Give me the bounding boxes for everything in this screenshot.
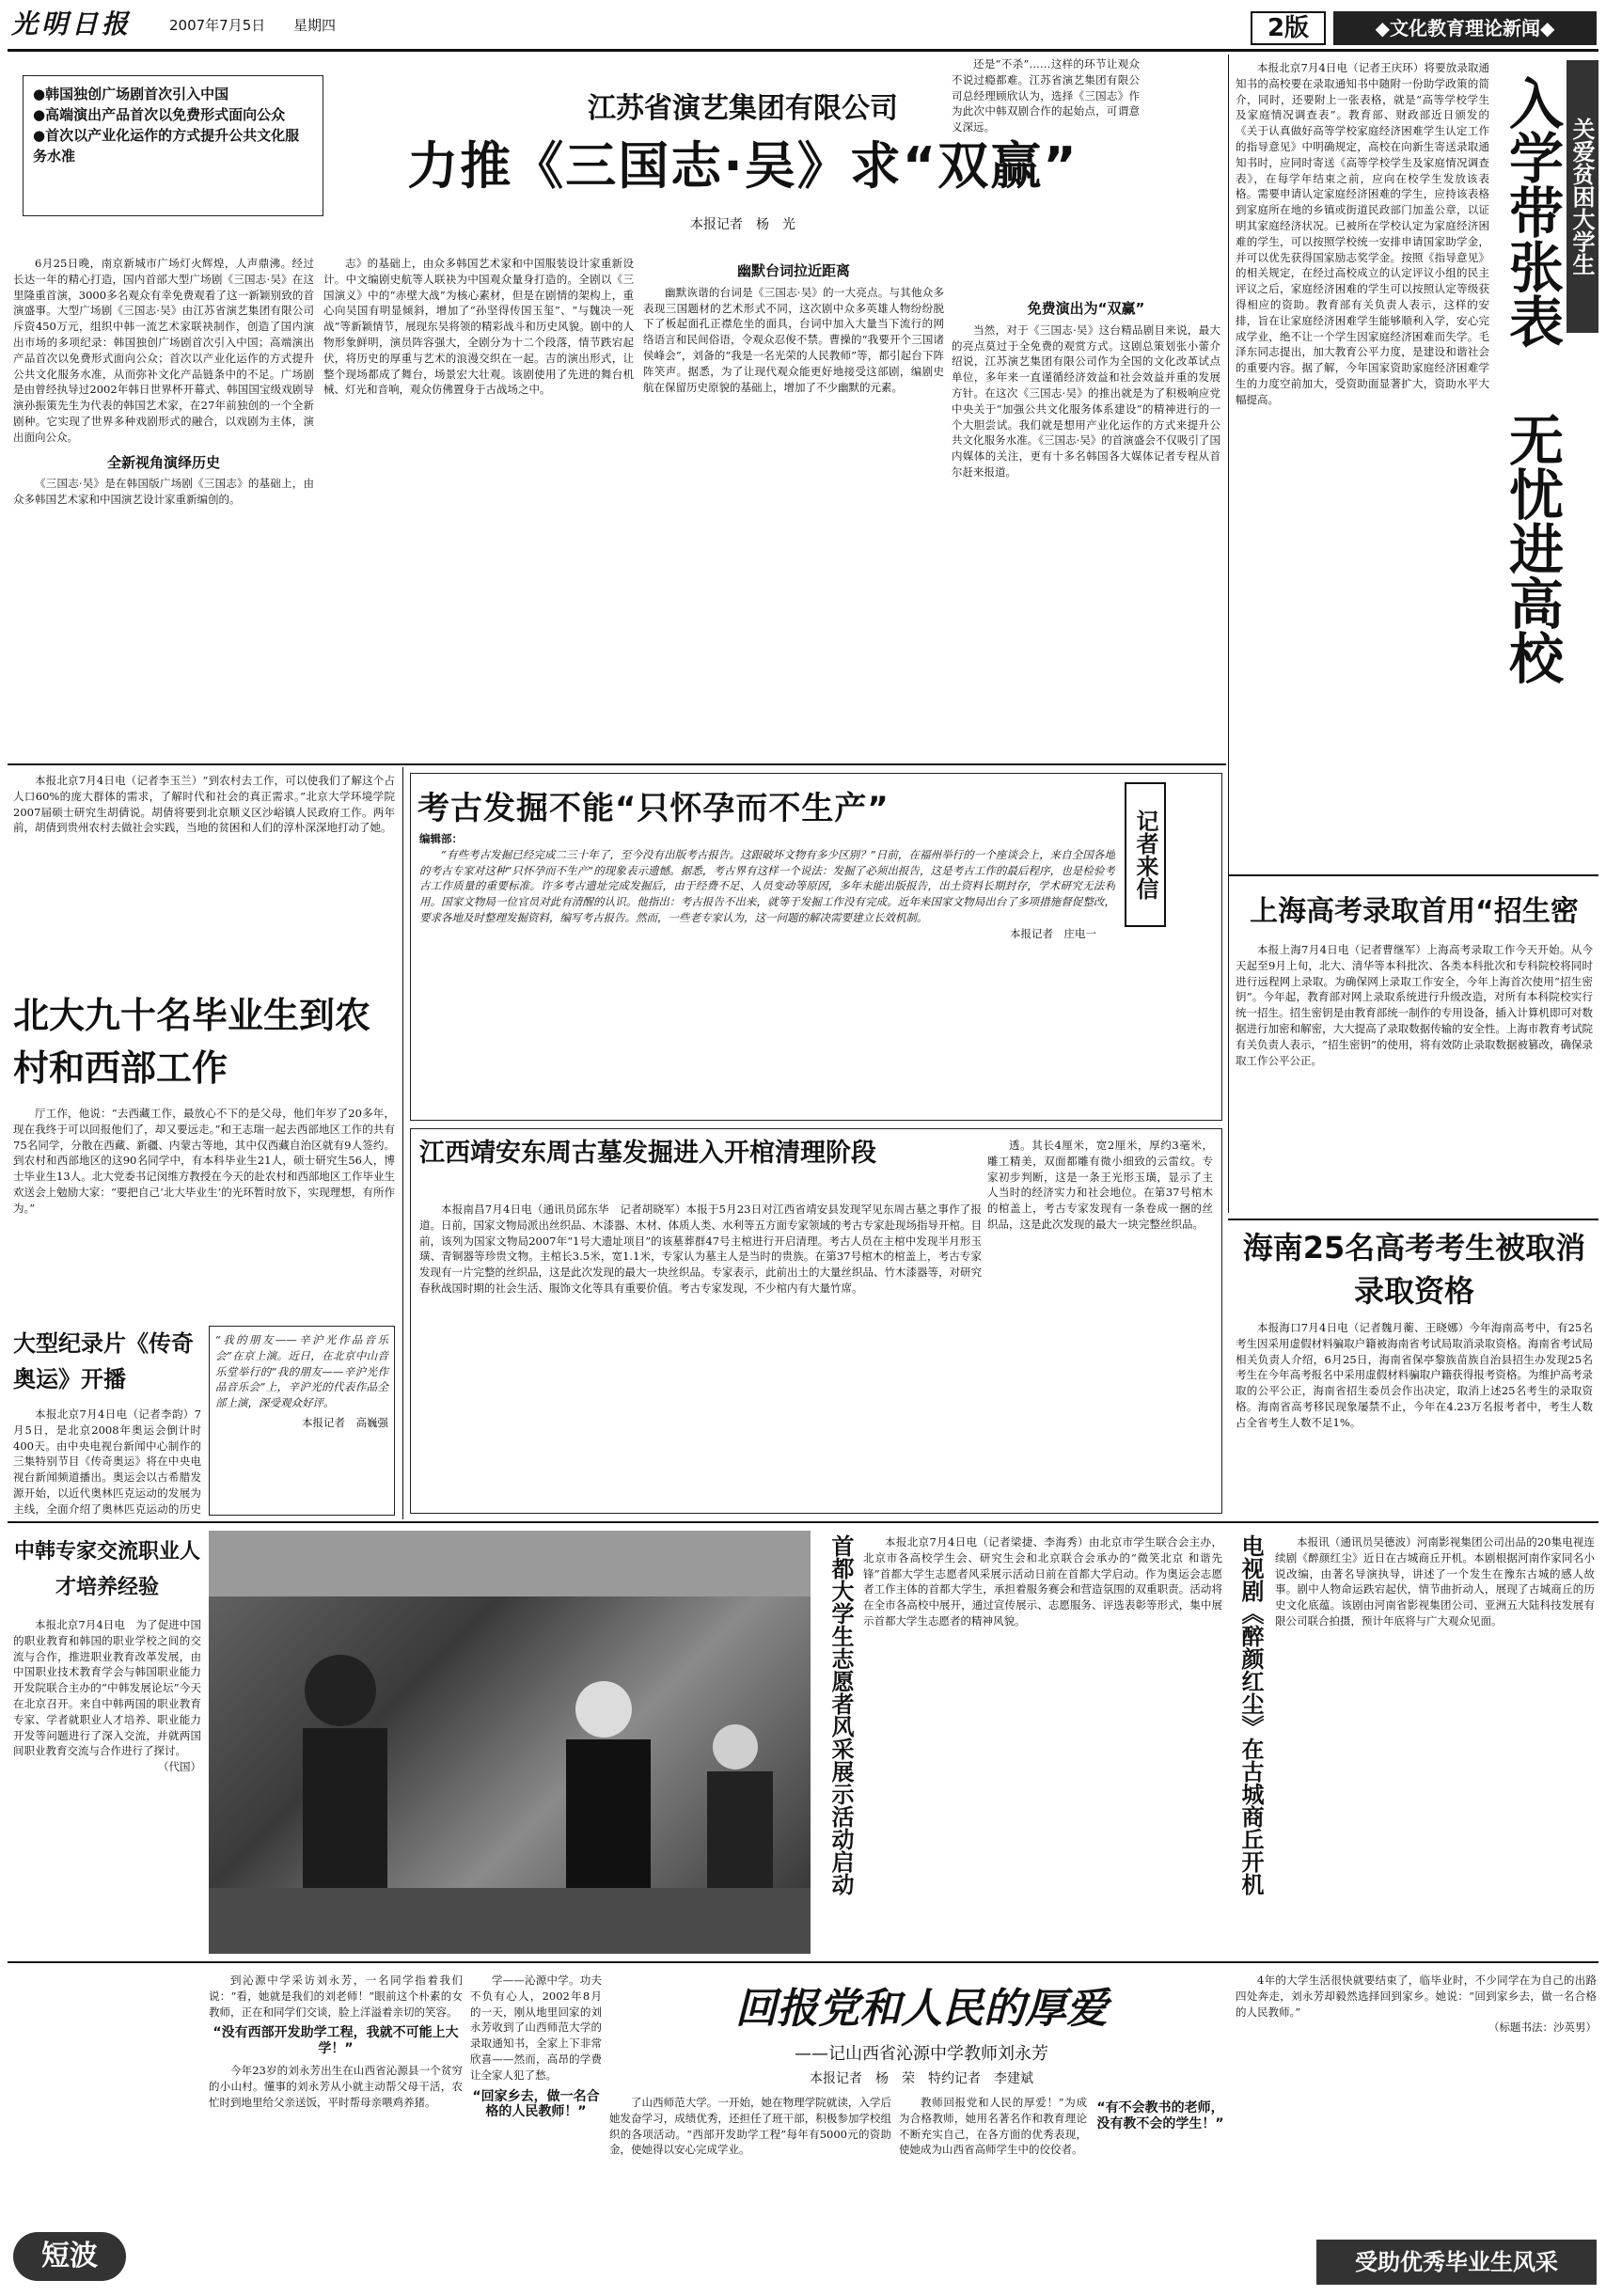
paragraph: 学——沁源中学。功夫不负有心人，2002年8月的一天，刚从地里回家的刘永芳收到了山西师范大学的录取通知书，全家上下非常欣喜——然而，高昂的学费让全家人犯了愁。 <box>470 1974 602 2082</box>
byline: 本报记者 杨 光 <box>690 217 795 232</box>
paragraph: 幽默诙谐的台词是《三国志·吴》的一大亮点。与其他众多表现三国题材的艺术形式不同，这次剧中众多英雄人物纷纷脱下了板起面孔正襟危坐的面具，台词中加入大量当下流行的网络语言和民间俗语，令观众忍俊不禁。曹操的“我要开个三国诸侯峰会”，刘备的“我是一名光荣的人民教师”等，都引起台下阵阵笑声。据悉，为了让现代观众能更好地接受这部剧，编剧史航在保留历史原貌的基础上，增加了不少幽默的元素。 <box>643 285 944 394</box>
section-rule <box>8 1521 1598 1523</box>
subheading: 全新视角演绎历史 <box>106 453 220 471</box>
hainan-headline: 海南25名高考考生被取消录取资格 <box>1242 1230 1586 1309</box>
summary-box <box>23 75 323 216</box>
section-rule <box>1228 1219 1598 1220</box>
teacher-byline: 本报记者 杨 荣 特约记者 李建斌 <box>810 2071 1033 2086</box>
teacher-headline: 回报党和人民的厚爱 <box>735 1985 1108 2031</box>
tvdrama-body <box>1275 1534 1595 1954</box>
column-rule <box>1228 55 1229 1213</box>
subheading: “回家乡去，做一名合格的人民教师！” <box>472 2088 600 2120</box>
jingan-col-3 <box>987 1138 1213 1307</box>
paragraph: 4年的大学生活很快就要结束了，临毕业时，不少同学在为自己的出路四处奔走，刘永芳却毅然选择回到家乡。她说：“回到家乡去，做一名合格的人民教师。” <box>1236 1974 1597 2019</box>
shanghai-body <box>1236 942 1593 1219</box>
calligraphy-credit: （标题书法：沙英男） <box>1488 2021 1597 2035</box>
subheading: “有不会教书的老师，没有教不会的学生！” <box>1096 2100 1224 2131</box>
paragraph: 教师回报党和人民的厚爱！”为成为合格教师，她用名著名作和教育理论不断充实自己，在各方面的优秀表现，使她成为山西省高师学生中的佼佼者。 <box>899 2096 1087 2157</box>
paragraph: 志》的基础上，由众多韩国艺术家和中国服装设计家重新设计。中文编剧史航等人联袂为中国观众量身打造的。全剧以《三国演义》中的“赤壁大战”为核心素材，但是在剧情的架构上，重心向吴国有明显倾斜，增加了“孙坚得传国玉玺”、“与魏决一死战”等新颖情节，展现东吴将领的精彩战斗和历史风貌。剧中的人物形象鲜明，演员阵容强大，全剧分为十二个段落，情节跌宕起伏，将历史的厚重与艺术的浪漫交织在一起。吉的演出形式，让整个现场都成了舞台，场景宏大壮观。该剧使用了先进的舞台机械、灯光和音响，观众仿佛置身于古战场之中。 <box>323 257 634 397</box>
section-rule <box>1228 874 1598 876</box>
teacher-col-5 <box>1236 1973 1597 2226</box>
admission-headline: 入学带张表 无忧进高校 <box>1500 75 1564 684</box>
section-banner: ◆文化教育理论新闻◆ <box>1333 11 1597 45</box>
issue-date: 2007年7月5日 <box>169 17 266 34</box>
masthead-rule <box>8 49 1598 52</box>
subheading: 幽默台词拉近距离 <box>736 262 850 279</box>
hainan-body <box>1236 1320 1593 1508</box>
documentary-body <box>13 1407 201 1516</box>
teacher-col-2 <box>470 1973 602 2290</box>
concert-note-box <box>209 1326 395 1516</box>
short-news-label: 短波 <box>13 2232 126 2281</box>
jiangsu-col-4 <box>952 256 1220 756</box>
paragraph: 本报北京7月4日电（记者王庆环）将要放录取通知书的高校要在录取通知书中随附一份助学政策的简介，同时，还要附上一张表格，就是“高等学校学生及家庭情况调查表”。教育部、财政部近日颁发的《关于认真做好高等学校家庭经济困难学生认定工作的指导意见》中明确规定，高校在向新生寄送录取通知书时，应同时寄送《高等学校学生及家庭情况调查表》，在每学年结束之前，应向在校学生发放该表格。需要申请认定家庭经济困难的学生，应持该表格到家庭所在地的乡镇或街道民政部门加盖公章，以证明其家庭经济状况。已被所在学校认定为家庭经济困难的学生，可以按照学校统一安排申请国家助学金，并可以优先获得国家励志奖学金。按照《指导意见》的相关规定，在经过高校成立的认定评议小组的民主评议之后，家庭经济困难的学生可以按照认定等级获得相应的资助。教育部有关负责人表示，这样的安排，旨在让家庭经济困难学生能够顺利入学，安心完成学业，绝不让一个学生因家庭经济困难而失学。毛泽东同志提出，加大教育公平力度，是建设和谐社会的重要内容。据了解，今年国家资助家庭经济困难学生的力度空前加大，受资助面显著扩大，资助水平大幅提高。 <box>1236 61 1489 406</box>
paragraph: 厅工作，他说：“去西藏工作，最放心不下的是父母，他们年岁了20多年，现在我终于可以回报他们了，却又要远走。”和王志瑞一起去西部地区工作的共有75名同学，分散在西藏、新疆、内蒙古等地，其中仅西藏自治区就有9人签约。到农村和西部地区的这90名同学中，有本科毕业生21人，硕士研究生56人，博士毕业生13人。北大党委书记闵维方教授在今天的赴农村和西部地区工作毕业生欢送会上勉励大家：“要把自己‘北大毕业生’的光环暂时放下，实现理想，有所作为。” <box>13 1107 395 1215</box>
paragraph: 当然，对于《三国志·吴》这台精品剧目来说，最大的亮点莫过于全免费的观赏方式。这剧总策划张小蕾介绍说，江苏演艺集团有限公司作为全国的文化改革试点单位，多年来一直谨循经济效益和社会效益并重的发展方针。在这次《三国志·吴》的推出就是为了积极响应党中央关于“加强公共文化服务体系建设”的精神进行的一个大胆尝试。我们就是想用产业化运作的方式来提升公共文化服务水准。《三国志·吴》的首演盛会不仅吸引了国内媒体的关注，更有十多名韩国各大媒体记者专程从首尔赶来报道。 <box>952 322 1220 479</box>
story-kicker: 江苏省演艺集团有限公司 <box>588 92 898 122</box>
capital-headline: 首都大学生志愿者风采展示活动启动 <box>827 1534 854 1895</box>
letter-sign: 本报记者 庄电一 <box>1010 926 1096 940</box>
teacher-subtitle: ——记山西省沁源中学教师刘永芳 <box>795 2044 1048 2064</box>
pku-body <box>13 1106 395 1316</box>
paragraph: 本报海口7月4日电（记者魏月蘅、王晓娜）今年海南高考中，有25名考生因采用虚假材料骗取户籍被海南省考试局取消录取资格。海南省考试局相关负责人介绍，6月25日，海南省保亭黎族苗族自治县招生办发现25名考生在今年高考报名中采用虚假材料骗取户籍获得报考资格。为维护高考录取的公平公正，海南省招生委员会作出决定，取消上述25名考生的录取资格。海南省高考移民现象屡禁不止，今年在4.23万名报考者中，考生人数占全省考生人数不足1%。 <box>1236 1321 1593 1429</box>
summary-item: ●首次以产业化运作的方式提升公共文化服务水准 <box>33 127 300 165</box>
paragraph: 本报北京7月4日电 为了促进中国的职业教育和韩国的职业学校之间的交流与合作，推进职业教育改革发展，由中国职业技术教育学会与韩国职业能力开发院联合主办的“中韩发展论坛”今天在北京召开。来自中韩两国的职业教育专家、学者就职业人才培养、职业能力开发等问题进行了深入交流，并就两国间职业教育交流与合作进行了探讨。 <box>13 1618 201 1758</box>
paragraph: 还是“不杀”……这样的环节让观众不说过瘾都难。江苏省演艺集团有限公司总经理顾欣认为，选择《三国志》作为此次中韩双剧合作的起始点，可谓意义深远。 <box>952 57 1140 134</box>
korea-body <box>13 1617 201 1954</box>
column-rule <box>402 767 403 1519</box>
concert-photo <box>209 1531 811 1954</box>
paragraph: 了山西师范大学。一开始，她在物理学院就读，入学后她发奋学习，成绩优秀，还担任了班干部，积极参加学校组织的各项活动。“西部开发助学工程”每年有5000元的资助金，使她得以安心完成学业。 <box>609 2096 891 2157</box>
subheading: “没有西部开发助学工程，我就不可能上大学！” <box>213 2025 459 2057</box>
jiangsu-col-2 <box>323 256 634 756</box>
jiangsu-col-4a <box>952 56 1140 254</box>
paragraph: 今年23岁的刘永芳出生在山西省沁源县一个贫穷的小山村。懂事的刘永芳从小就主动帮父母干活，农忙时到地里给父亲送饭，平时帮母亲喂鸡养猪。 <box>209 2063 463 2109</box>
korea-sign: （代国） <box>158 1760 201 1774</box>
jiangsu-col-3 <box>643 256 944 756</box>
concert-note: “我的朋友——辛沪光作品音乐会”在京上演。近日，在北京中山音乐堂举行的“我的朋友——辛沪光作品音乐会”上，辛沪光的代表作品全部上演，深受观众好评。 <box>215 1333 388 1410</box>
section-rule <box>8 763 1226 765</box>
paragraph: 到沁源中学采访刘永芳，一名同学指着我们说：“看，她就是我们的刘老师！”眼前这个朴素的女教师，正在和同学们交谈，脸上洋溢着亲切的笑容。 <box>209 1974 463 2019</box>
paragraph: “有些考古发掘已经完成二三十年了，至今没有出版考古报告。这跟破坏文物有多少区别？”日前，在福州举行的一个座谈会上，来自全国各地的考古专家对这种“只怀孕而不生产”的现象表示遗憾。据悉，考古界有这样一个说法：发掘了必须出报告，这是考古工作的最后程序，也是检验考古工作质量的重要标准。许多考古遗址完成发掘后，由于经费不足、人员变动等原因，多年未能出版报告，出土资料长期封存，学术研究无法利用。国家文物局一位官员对此有清醒的认识。他指出：考古报告不出来，就等于发掘工作没有完成。近年来国家文物局出台了多项措施督促整改，要求各地及时整理发掘资料，编写考古报告。然而，一些老专家认为，这一问题的解决需要建立长效机制。 <box>419 847 1115 924</box>
letter-headline: 考古发掘不能“只怀孕而不生产” <box>417 790 890 826</box>
graduate-feature-label: 受助优秀毕业生风采 <box>1316 2240 1597 2285</box>
tvdrama-headline: 电视剧《醉颜红尘》在古城商丘开机 <box>1237 1534 1264 1895</box>
pku-lead <box>13 773 395 991</box>
letter-badge: 记者来信 <box>1125 782 1166 927</box>
teacher-col-4 <box>899 2095 1087 2290</box>
jingan-headline: 江西靖安东周古墓发掘进入开棺清理阶段 <box>419 1139 876 1168</box>
paragraph: 本报北京7月4日电（记者李玉兰）“到农村去工作，可以使我们了解这个占人口60%的庞大群体的需求，了解时代和社会的真正需求。”北京大学环境学院2007届硕士研究生胡倩说。胡倩将要到北京顺义区沙峪镇人民政府工作。两年前，胡倩到贵州农村去做社会实践，当地的贫困和人们的淳朴深深地打动了她。 <box>13 774 395 835</box>
story-headline: 力推《三国志·吴》求“双赢” <box>407 136 1079 196</box>
teacher-col-4b <box>1094 2095 1226 2290</box>
teacher-col-3 <box>609 2095 891 2290</box>
section-rule <box>8 1961 1598 1963</box>
paragraph: 透。其长4厘米，宽2厘米，厚约3毫米，雕工精美，双面都雕有微小细致的云雷纹。专家初步判断，这是一条王光形玉璜，显示了主人当时的经济实力和社会地位。在第37号棺木的棺盖上，考古专家发现有一条卷成一捆的丝织品，这是此次发现的最大一块完整丝织品。 <box>987 1139 1213 1231</box>
shanghai-headline: 上海高考录取首用“招生密 <box>1250 895 1579 928</box>
paragraph: 《三国志·吴》是在韩国版广场剧《三国志》的基础上，由众多韩国艺术家和中国演艺设计家重新编创的。 <box>13 477 314 507</box>
capital-body <box>863 1534 1222 1954</box>
paragraph: 本报上海7月4日电（记者曹继军）上海高考录取工作今天开始。从今天起至9月上旬，北大、清华等本科批次、各类本科批次和专科院校将同时进行远程网上录取。为确保网上录取工作安全，今年上海首次使用“招生密钥”。今年起，教育部对网上录取系统进行升级改造，对所有本科院校实行统一招生。招生密钥是由教育部统一制作的专用设备，插入计算机即可对数据进行加密和解密，大大提高了录取数据传输的安全性。上海市教育考试院有关负责人表示，“招生密钥”的使用，将有效防止录取数据被篡改，确保录取工作公平公正。 <box>1236 943 1593 1067</box>
jingan-body <box>419 1202 982 1506</box>
letter-body <box>419 831 1115 1113</box>
letter-salutation: 编辑部： <box>419 832 463 845</box>
summary-item: ●高端演出产品首次以免费形式面向公众 <box>33 106 286 123</box>
page-number: 2版 <box>1251 11 1326 45</box>
paragraph: 本报讯（通讯员吴德波）河南影视集团公司出品的20集电视连续剧《醉颜红尘》近日在古城商丘开机。本剧根据河南作家同名小说改编，由著名导演执导，讲述了一个发生在豫东古城的感人故事。剧中人物命运跌宕起伏，情节曲折动人，展现了古城商丘的历史文化底蕴。该剧由河南省影视集团公司、亚洲五大陆科技发展有限公司联合拍摄，预计年底将与广大观众见面。 <box>1275 1535 1595 1628</box>
pku-headline: 北大九十名毕业生到农村和西部工作 <box>13 995 371 1089</box>
teacher-col-1 <box>209 1973 463 2290</box>
paragraph: 本报北京7月4日电（记者李韵）7月5日，是北京2008年奥运会倒计时400天。由中央电视台新闻中心制作的三集特别节目《传奇奥运》将在中央电视台新闻频道播出。奥运会以古希腊发源开始，以近代奥林匹克运动的发展为主线，全面介绍了奥林匹克运动的历史 <box>13 1407 201 1516</box>
subheading: 免费演出为“双赢” <box>1027 300 1145 317</box>
concert-note-sign: 本报记者 高巍强 <box>302 1415 388 1429</box>
summary-item: ●韩国独创广场剧首次引入中国 <box>33 86 229 102</box>
paragraph: 6月25日晚，南京新城市广场灯火辉煌，人声鼎沸。经过长达一年的精心打造，国内首部大型广场剧《三国志·吴》在这里隆重首演，3000多名观众有幸免费观看了这一新颖别致的首演盛事。大型广场剧《三国志·吴》由江苏省演艺集团有限公司斥资450万元，组织中韩一流艺术家联袂制作，创造了国内演出市场的多项纪录：韩国独创广场剧首次引入中国；高端演出产品首次以免费形式面向公众；首次以产业化运作的方式提升公共文化服务水准，从而弥补文化产品链条中的不足。广场剧是由曾经执导过2002年韩日世界杯开幕式、韩国国宝级戏剧导演孙振策先生为代表的韩国艺术家，在27年前独创的一个全新剧种。它实现了世界多种戏剧形式的融合，以戏剧为主体，演出面向公众。 <box>13 257 314 444</box>
issue-weekday: 星期四 <box>293 17 337 34</box>
admission-kicker: 关爱贫困大学生 <box>1567 60 1598 333</box>
paragraph: 本报南昌7月4日电（通讯员邱东华 记者胡晓军）本报于5月23日对江西省靖安县发现罕见东周古墓之事作了报道。日前，国家文物局派出丝织品、木漆器、木材、体质人类、水利等五方面专家领域的考古专家赴现场指导开棺。目前，该列为国家文物局2007年“1号大遗址项目”的该墓葬群47号主棺进行开启清理。考古人员在主棺中发现半月形玉璜、青铜器等珍贵文物。主棺长3.5米，宽1.1米，专家认为墓主人是当时的贵族。在第37号棺木的棺盖上，考古专家发现有一片完整的丝织品，这是此次发现的最大一块丝织品。专家表示，此前出土的大量丝织品、竹木漆器等，对研究春秋战国时期的社会生活、服饰文化等具有重要价值。考古专家发现，不少棺内有大量竹席。 <box>419 1203 982 1295</box>
jiangsu-col-1 <box>13 256 314 756</box>
documentary-headline: 大型纪录片《传奇奥运》开播 <box>13 1330 194 1392</box>
newspaper-logo: 光明日报 <box>11 8 133 39</box>
paragraph: 本报北京7月4日电（记者梁捷、李海秀）由北京市学生联合会主办，北京市各高校学生会、研究生会和北京联合会承办的“微笑北京 和谐先锋”首都大学生志愿者风采展示活动日前在首都大学启动。作为奥运会志愿者工作主体的首都大学生，承担着服务赛会和营造氛围的双重职责。活动将在全市各高校中展开，通过宣传展示、志愿服务、评选表彰等形式，集中展示首都大学生志愿者的精神风貌。 <box>863 1535 1222 1628</box>
admission-body <box>1236 60 1489 869</box>
korea-headline: 中韩专家交流职业人才培养经验 <box>13 1540 200 1599</box>
